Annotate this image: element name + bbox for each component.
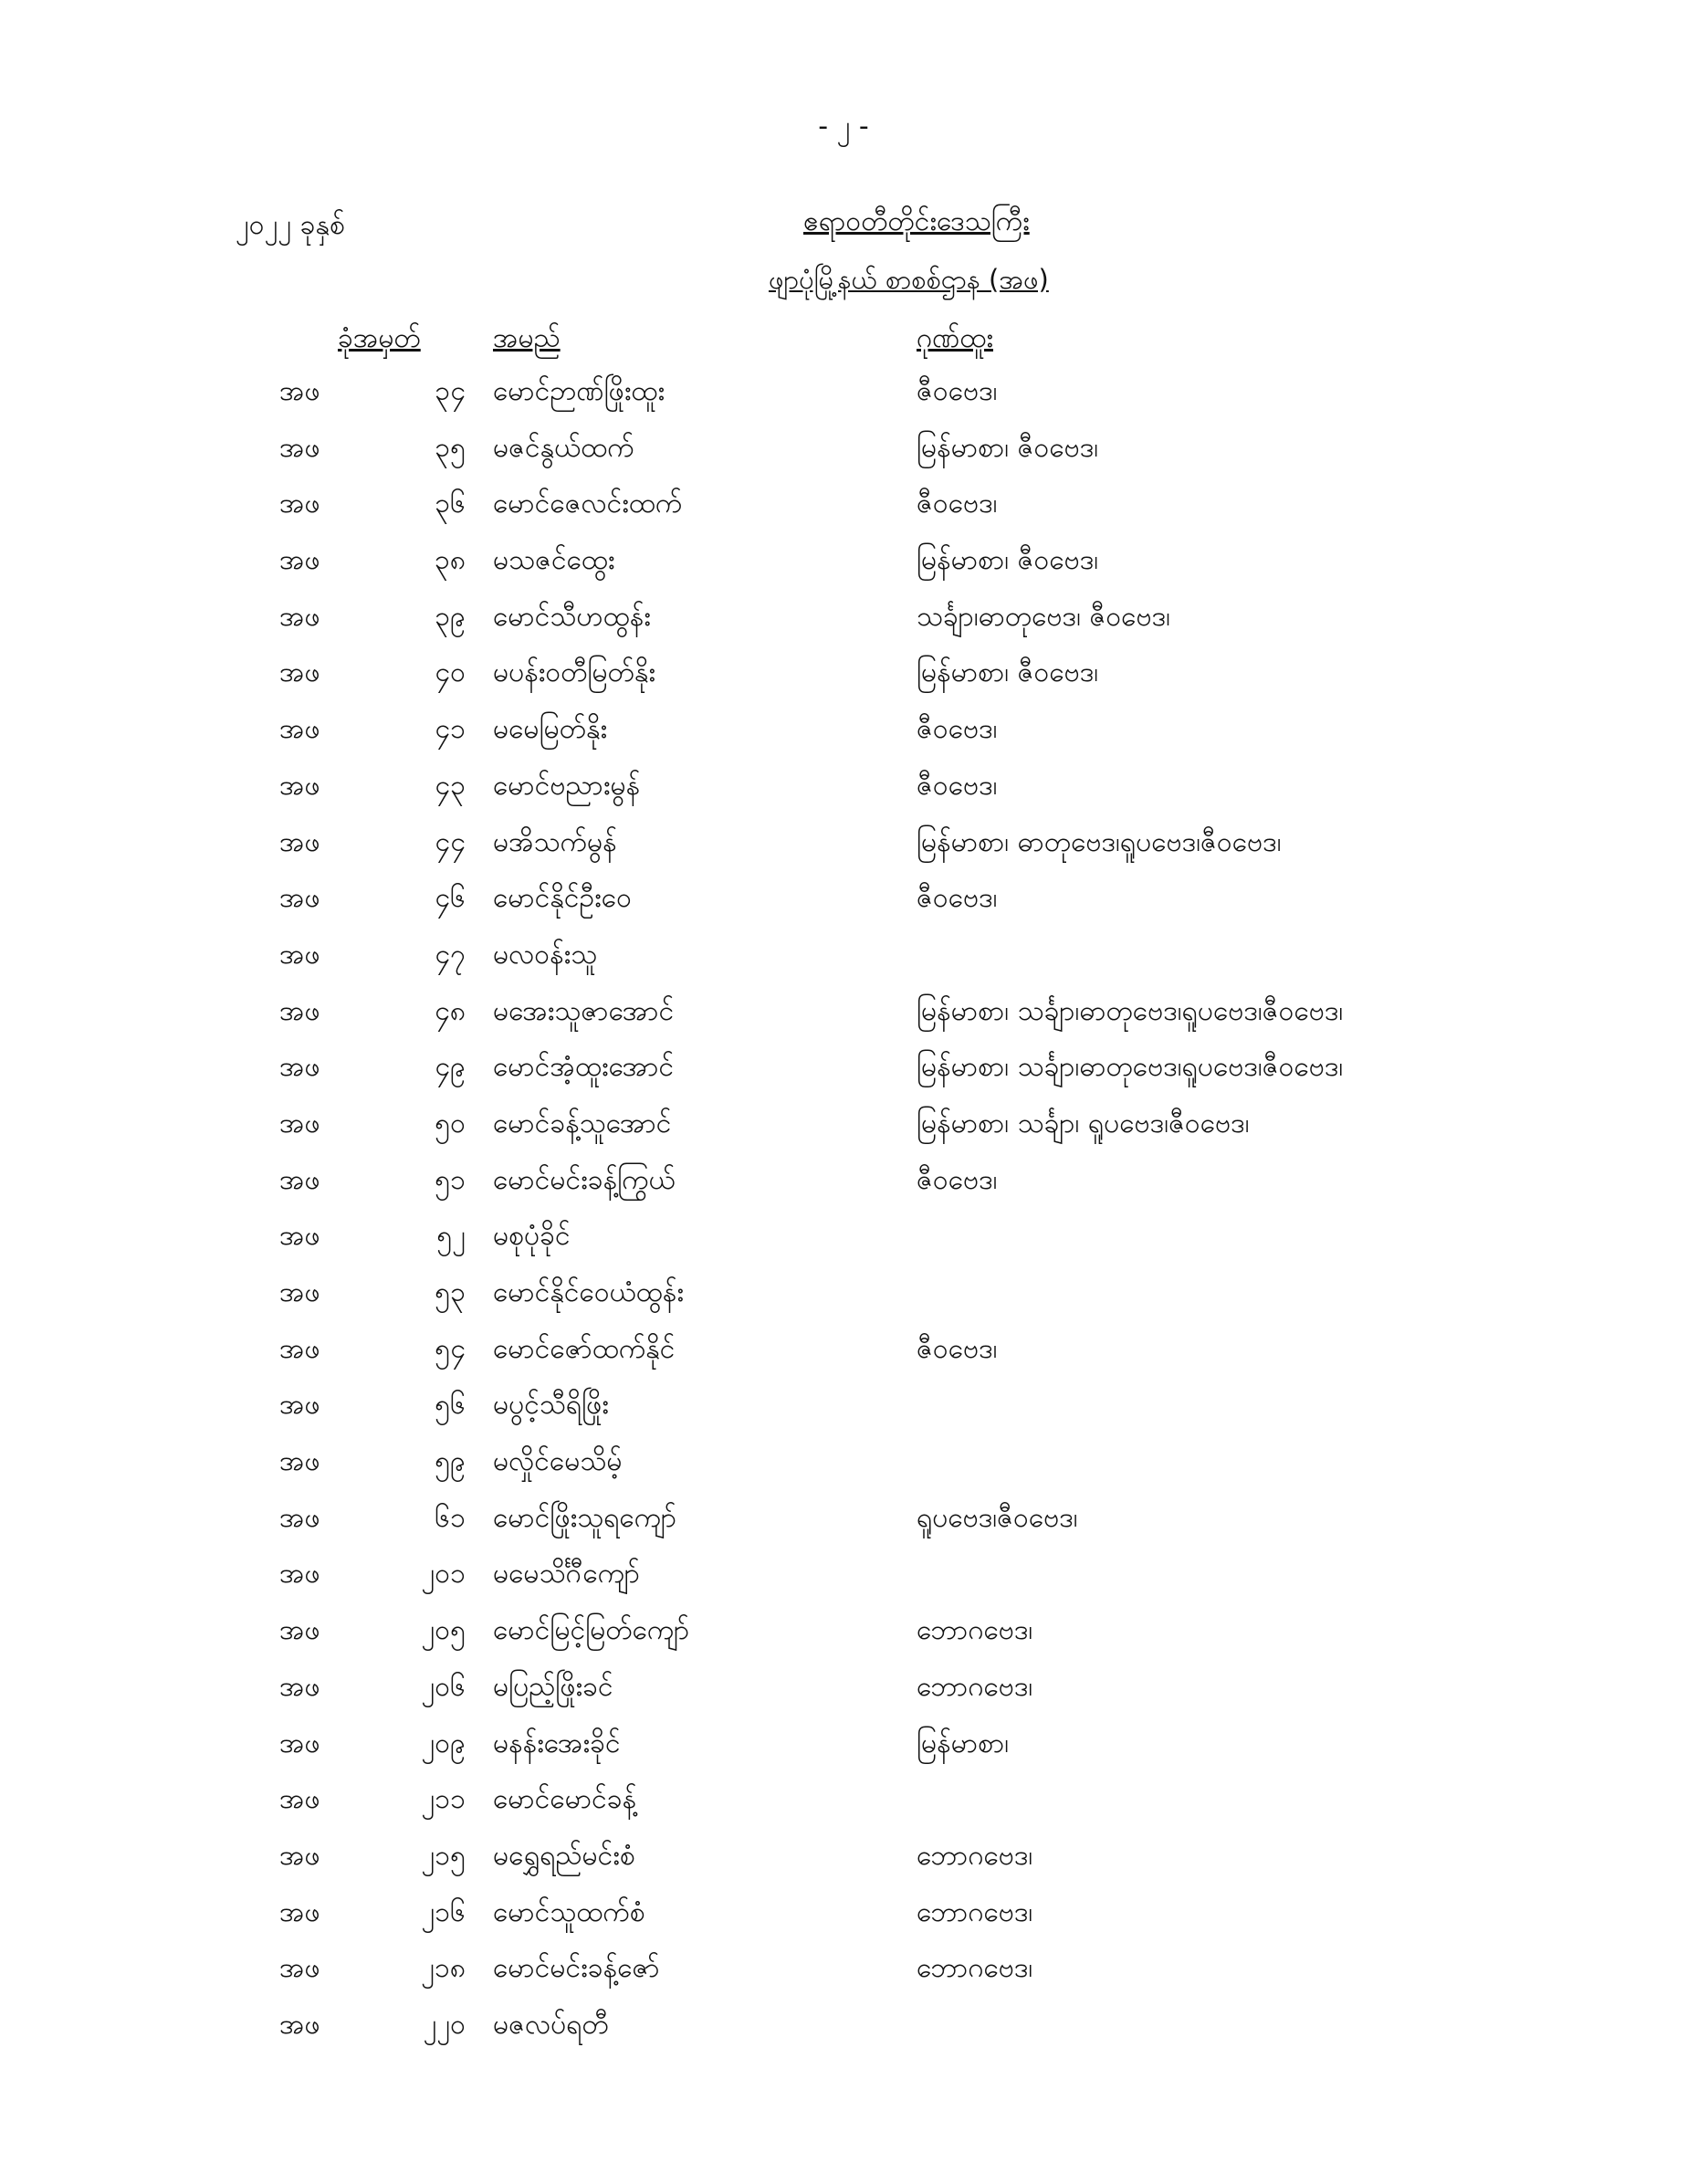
row-prefix: အဖ <box>279 1614 320 1647</box>
table-row <box>0 1496 1687 1552</box>
row-roll-number: ၄၃ <box>435 769 466 802</box>
row-name: မောင်ဉာဏ်ဖြိုးထူး <box>493 375 665 407</box>
row-prefix: အဖ <box>279 1389 320 1422</box>
row-prefix: အဖ <box>279 1558 320 1591</box>
table-row <box>0 1045 1687 1101</box>
row-roll-number: ၅၄ <box>435 1332 466 1365</box>
row-prefix: အဖ <box>279 1051 320 1084</box>
row-roll-number: ၃၆ <box>435 488 466 520</box>
row-prefix: အဖ <box>279 431 320 464</box>
row-distinction: မြန်မာစာ၊ သင်္ချာ၊ဓာတုဗေဒ၊ရူပဗေဒ၊ဇီဝဗေဒ၊ <box>917 1051 1344 1084</box>
table-row <box>0 481 1687 538</box>
row-distinction: မြန်မာစာ၊ ဇီဝဗေဒ၊ <box>917 544 1099 577</box>
row-name: မောင်အံ့ထူးအောင် <box>493 1051 675 1084</box>
row-distinction: ဇီဝဗေဒ၊ <box>917 488 998 520</box>
row-prefix: အဖ <box>279 600 320 633</box>
row-distinction: မြန်မာစာ၊ ဓာတုဗေဒ၊ရူပဗေဒ၊ဇီဝဗေဒ၊ <box>917 825 1282 858</box>
row-roll-number: ၂၁၆ <box>421 1895 466 1928</box>
table-row <box>0 1270 1687 1327</box>
table-row <box>0 876 1687 932</box>
row-roll-number: ၃၈ <box>434 544 466 577</box>
row-roll-number: ၄၆ <box>435 882 466 915</box>
table-row <box>0 1721 1687 1778</box>
table-row <box>0 1946 1687 2002</box>
table-row <box>0 538 1687 594</box>
row-prefix: အဖ <box>279 1220 320 1253</box>
row-prefix: အဖ <box>279 938 320 971</box>
row-prefix: အဖ <box>279 882 320 915</box>
row-distinction: ဘောဂဗေဒ၊ <box>917 1895 1033 1928</box>
row-prefix: အဖ <box>279 1670 320 1703</box>
row-name: မမေမြတ်နိုး <box>493 713 608 746</box>
row-name: မဇင်နွယ်ထက် <box>493 431 634 464</box>
row-distinction: ဇီဝဗေဒ၊ <box>917 882 998 915</box>
row-distinction: ဘောဂဗေဒ၊ <box>917 1839 1033 1872</box>
row-name: မောင်ဖြိုးသူရကျော် <box>493 1501 677 1534</box>
table-row <box>0 1101 1687 1158</box>
table-row <box>0 820 1687 877</box>
row-name: မလှိုင်မေသိမ့် <box>493 1445 623 1478</box>
row-prefix: အဖ <box>279 1276 320 1308</box>
row-prefix: အဖ <box>279 656 320 689</box>
row-roll-number: ၅၀ <box>435 1107 466 1139</box>
row-name: မောင်နိုင်ဝေယံထွန်း <box>493 1276 684 1308</box>
row-prefix: အဖ <box>279 1727 320 1759</box>
header-distinction: ဂုဏ်ထူး <box>917 322 993 354</box>
table-row <box>0 932 1687 989</box>
row-prefix: အဖ <box>279 769 320 802</box>
row-roll-number: ၂၁၅ <box>421 1839 466 1872</box>
row-prefix: အဖ <box>279 1895 320 1928</box>
row-name: မောင်မင်းခန့်ဇော် <box>493 1952 660 1985</box>
row-roll-number: ၂၁၈ <box>421 1952 466 1985</box>
row-roll-number: ၅၁ <box>435 1163 466 1196</box>
row-name: မသဇင်ထွေး <box>493 544 615 577</box>
table-row <box>0 1890 1687 1947</box>
row-roll-number: ၂၀၆ <box>421 1670 466 1703</box>
table-row <box>0 369 1687 425</box>
row-distinction: ဇီဝဗေဒ၊ <box>917 1163 998 1196</box>
table-row <box>0 650 1687 707</box>
row-roll-number: ၂၂၀ <box>423 2008 466 2041</box>
table-row <box>0 425 1687 482</box>
row-roll-number: ၅၉ <box>435 1445 466 1478</box>
row-prefix: အဖ <box>279 488 320 520</box>
page-number: - ၂ - <box>818 110 869 142</box>
row-distinction: ဘောဂဗေဒ၊ <box>917 1952 1033 1985</box>
row-roll-number: ၄၉ <box>435 1051 466 1084</box>
row-name: မအေးသူဇာအောင် <box>493 994 675 1027</box>
row-roll-number: ၃၉ <box>435 600 466 633</box>
row-prefix: အဖ <box>279 1163 320 1196</box>
row-name: မပွင့်သီရိဖြိုး <box>493 1389 609 1422</box>
row-name: မဇလပ်ရတီ <box>493 2008 609 2041</box>
results-list <box>0 369 1687 2059</box>
row-name: မောင်နိုင်ဦးဝေ <box>493 882 632 915</box>
row-prefix: အဖ <box>279 994 320 1027</box>
table-row <box>0 2002 1687 2059</box>
table-row <box>0 1664 1687 1721</box>
row-name: မောင်ခန့်သူအောင် <box>493 1107 672 1139</box>
row-name: မပြည့်ဖြိုးခင် <box>493 1670 613 1703</box>
row-name: မပန်းဝတီမြတ်နိုး <box>493 656 655 689</box>
exam-year: ၂၀၂၂ ခုနှစ် <box>236 209 345 241</box>
row-distinction: သင်္ချာ၊ဓာတုဗေဒ၊ ဇီဝဗေဒ၊ <box>917 600 1170 633</box>
header-name: အမည် <box>493 322 561 354</box>
row-prefix: အဖ <box>279 1332 320 1365</box>
row-roll-number: ၂၁၁ <box>421 1783 466 1816</box>
row-distinction: မြန်မာစာ၊ ဇီဝဗေဒ၊ <box>917 431 1099 464</box>
region-title: ဧရာဝတီတိုင်းဒေသကြီး <box>803 205 1030 237</box>
header-roll-number: ခုံအမှတ် <box>338 322 421 354</box>
exam-center-title: ဖျာပုံမြို့နယ် စာစစ်ဌာန (အဖ) <box>769 264 1049 295</box>
table-row <box>0 1608 1687 1664</box>
row-distinction: ဇီဝဗေဒ၊ <box>917 769 998 802</box>
row-prefix: အဖ <box>279 1839 320 1872</box>
row-roll-number: ၅၃ <box>435 1276 466 1308</box>
table-row <box>0 1833 1687 1890</box>
table-row <box>0 594 1687 651</box>
table-row <box>0 1327 1687 1383</box>
table-row <box>0 1382 1687 1439</box>
row-name: မောင်မင်းခန့်ကြွယ် <box>493 1163 676 1196</box>
row-prefix: အဖ <box>279 1952 320 1985</box>
table-row <box>0 1158 1687 1214</box>
row-distinction: မြန်မာစာ၊ သင်္ချာ၊ ရူပဗေဒ၊ဇီဝဗေဒ၊ <box>917 1107 1250 1139</box>
row-roll-number: ၅၆ <box>435 1389 466 1422</box>
row-name: မောင်သီဟထွန်း <box>493 600 651 633</box>
row-roll-number: ၄၀ <box>435 656 466 689</box>
row-prefix: အဖ <box>279 1783 320 1816</box>
row-prefix: အဖ <box>279 2008 320 2041</box>
row-prefix: အဖ <box>279 825 320 858</box>
row-distinction: ဘောဂဗေဒ၊ <box>917 1670 1033 1703</box>
row-name: မစုပုံခိုင် <box>493 1220 571 1253</box>
row-roll-number: ၃၄ <box>435 375 466 407</box>
row-prefix: အဖ <box>279 544 320 577</box>
row-distinction: ဇီဝဗေဒ၊ <box>917 1332 998 1365</box>
row-roll-number: ၄၇ <box>435 938 466 971</box>
row-name: မောင်ဇေလင်းထက် <box>493 488 683 520</box>
row-name: မောင်မောင်ခန့် <box>493 1783 637 1816</box>
row-prefix: အဖ <box>279 713 320 746</box>
row-name: မနန်းအေးခိုင် <box>493 1727 621 1759</box>
row-roll-number: ၂၀၅ <box>421 1614 466 1647</box>
row-roll-number: ၂၀၉ <box>421 1727 466 1759</box>
table-row <box>0 1777 1687 1833</box>
row-roll-number: ၄၁ <box>435 713 466 746</box>
row-distinction: ဘောဂဗေဒ၊ <box>917 1614 1033 1647</box>
row-name: မောင်ဗညားမွန် <box>493 769 641 802</box>
row-name: မအိသက်မွန် <box>493 825 617 858</box>
table-row <box>0 1439 1687 1496</box>
row-roll-number: ၂၀၁ <box>421 1558 466 1591</box>
row-prefix: အဖ <box>279 1445 320 1478</box>
table-row <box>0 707 1687 763</box>
row-name: မောင်သူထက်စံ <box>493 1895 645 1928</box>
table-row <box>0 989 1687 1045</box>
row-name: မောင်မြင့်မြတ်ကျော် <box>493 1614 690 1647</box>
row-distinction: ဇီဝဗေဒ၊ <box>917 713 998 746</box>
row-roll-number: ၅၂ <box>436 1220 466 1253</box>
table-row <box>0 1551 1687 1608</box>
row-distinction: ရူပဗေဒ၊ဇီဝဗေဒ၊ <box>917 1501 1078 1534</box>
row-distinction: ဇီဝဗေဒ၊ <box>917 375 998 407</box>
row-prefix: အဖ <box>279 1107 320 1139</box>
row-roll-number: ၃၅ <box>435 431 466 464</box>
table-row <box>0 763 1687 820</box>
row-prefix: အဖ <box>279 375 320 407</box>
row-name: မရွှေရည်မင်းစံ <box>493 1839 635 1872</box>
row-name: မမေသိင်္ဂီကျော် <box>493 1558 641 1591</box>
row-name: မလဝန်းသူ <box>493 938 598 971</box>
row-roll-number: ၄၈ <box>434 994 466 1027</box>
row-roll-number: ၆၁ <box>435 1501 466 1534</box>
row-roll-number: ၄၄ <box>435 825 466 858</box>
row-name: မောင်ဇော်ထက်နိုင် <box>493 1332 676 1365</box>
row-distinction: မြန်မာစာ၊ <box>917 1727 1010 1759</box>
row-distinction: မြန်မာစာ၊ ဇီဝဗေဒ၊ <box>917 656 1099 689</box>
row-prefix: အဖ <box>279 1501 320 1534</box>
table-row <box>0 1213 1687 1270</box>
row-distinction: မြန်မာစာ၊ သင်္ချာ၊ဓာတုဗေဒ၊ရူပဗေဒ၊ဇီဝဗေဒ၊ <box>917 994 1344 1027</box>
